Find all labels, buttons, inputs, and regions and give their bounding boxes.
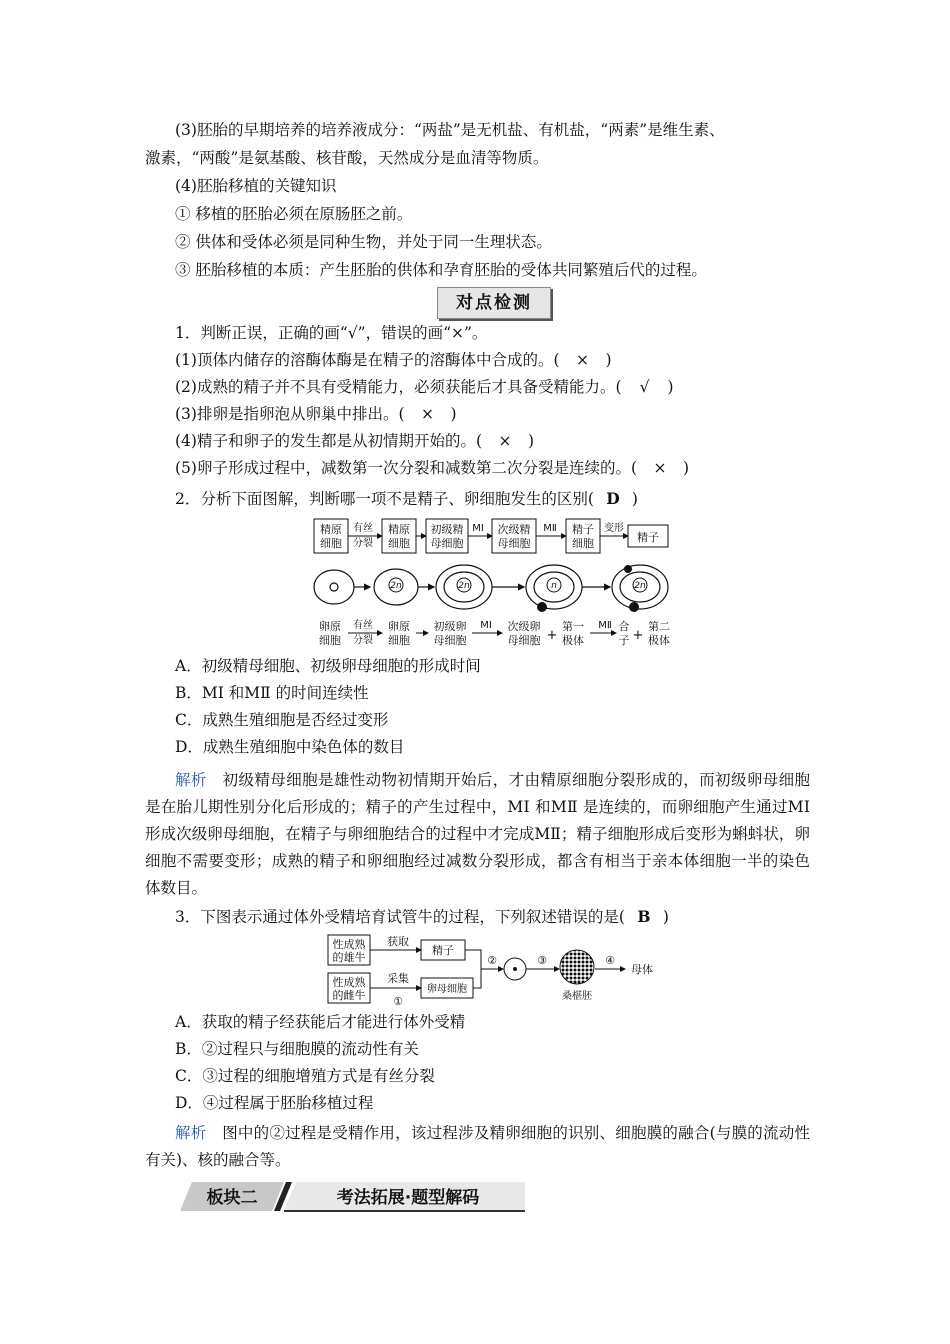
q1-item: (4)精子和卵子的发生都是从初情期开始的。( × ) [175,432,535,450]
svg-text:性成熟: 性成熟 [332,938,366,951]
svg-text:第二: 第二 [648,620,670,633]
svg-text:有丝: 有丝 [353,523,373,534]
q2-option: B．MⅠ 和MⅡ 的时间连续性 [175,684,369,702]
svg-text:极体: 极体 [562,634,584,647]
q1-item: (5)卵子形成过程中，减数第一次分裂和减数第二次分裂是连续的。( × ) [175,459,690,477]
svg-text:卵原: 卵原 [388,620,410,633]
svg-text:卵原: 卵原 [319,620,341,633]
text-line: (4)胚胎移植的关键知识 [175,177,337,195]
svg-text:②: ② [487,954,497,967]
text-line: ② 供体和受体必须是同种生物，并处于同一生理状态。 [175,233,552,251]
svg-text:考法拓展·题型解码: 考法拓展·题型解码 [336,1188,480,1208]
analysis-label: 解析 [175,771,207,789]
svg-text:细胞: 细胞 [388,634,410,647]
svg-text:①: ① [393,995,403,1008]
svg-text:MⅠ: MⅠ [480,620,492,631]
svg-text:2n: 2n [390,581,402,591]
svg-text:精子: 精子 [432,944,454,957]
svg-text:细胞: 细胞 [319,634,341,647]
svg-text:MⅡ: MⅡ [598,620,612,631]
ivf-figure [325,932,665,1008]
analysis-label: 解析 [175,1124,207,1142]
svg-text:分裂: 分裂 [353,538,373,549]
q2-option: D．成熟生殖细胞中染色体的数目 [175,738,405,756]
svg-text:分裂: 分裂 [353,635,373,646]
section-banner [180,1180,525,1213]
svg-text:n: n [551,581,557,591]
svg-text:精子: 精子 [637,531,659,544]
svg-text:采集: 采集 [387,972,409,985]
svg-text:MⅠ: MⅠ [472,523,484,534]
svg-text:的雌牛: 的雌牛 [332,989,366,1002]
svg-text:精子: 精子 [572,523,594,536]
svg-text:合: 合 [618,620,630,633]
svg-text:精原: 精原 [320,523,342,536]
svg-text:变形: 变形 [604,523,624,534]
svg-text:板块二: 板块二 [206,1188,258,1208]
q1-item: (2)成熟的精子并不具有受精能力，必须获能后才具备受精能力。( √ ) [175,378,674,396]
svg-text:2n: 2n [458,581,470,591]
svg-text:第一: 第一 [562,620,584,633]
svg-text:子: 子 [618,634,630,647]
text-line: (3)胚胎的早期培养的培养液成分：“两盐”是无机盐、有机盐，“两素”是维生素、 [175,121,725,139]
svg-text:+: + [546,628,558,643]
q3-option: D．④过程属于胚胎移植过程 [175,1094,374,1112]
text-line: ① 移植的胚胎必须在原肠胚之前。 [175,205,413,223]
svg-text:细胞: 细胞 [320,537,342,550]
text-line: 激素，“两酸”是氨基酸、核苷酸，天然成分是血清等物质。 [145,149,549,167]
svg-text:获取: 获取 [387,935,409,948]
svg-text:性成熟: 性成熟 [332,976,366,989]
svg-text:桑椹胚: 桑椹胚 [562,991,592,1002]
svg-text:卵母细胞: 卵母细胞 [427,984,467,995]
q3-analysis: 解析 图中的②过程是受精作用，该过程涉及精卵细胞的识别、细胞膜的融合(与膜的流动性有关)、核的融合等。 [145,1124,810,1169]
q3-option: A．获取的精子经获能后才能进行体外受精 [175,1013,466,1031]
q3-option: B．②过程只与细胞膜的流动性有关 [175,1040,419,1058]
svg-text:的雄牛: 的雄牛 [332,951,366,964]
svg-text:初级卵: 初级卵 [433,620,467,633]
svg-text:次级卵: 次级卵 [507,620,541,633]
svg-text:母细胞: 母细胞 [497,537,531,550]
svg-text:母细胞: 母细胞 [433,634,467,647]
svg-text:细胞: 细胞 [388,537,410,550]
svg-text:次级精: 次级精 [497,523,531,536]
svg-text:极体: 极体 [648,634,670,647]
q2-option: A．初级精母细胞、初级卵母细胞的形成时间 [175,657,481,675]
svg-text:细胞: 细胞 [572,537,594,550]
svg-text:母细胞: 母细胞 [507,634,541,647]
q3-stem: 3．下图表示通过体外受精培育试管牛的过程，下列叙述错误的是( B ) [175,907,669,926]
q2-analysis: 解析 初级精母细胞是雄性动物初情期开始后，才由精原细胞分裂形成的，而初级卵母细胞是在胎儿期性别分化后形成的；精子的产生过程中，MⅠ 和MⅡ 是连续的，而卵细胞产生通过MⅠ 形成次级卵母细胞，在精子与卵细胞结合的过程中才完成MⅡ；精子细胞形成后变形为蝌蚪状，卵细胞不需要变形；成熟的精子和卵细胞经过减数分裂形成，都含有相当于亲本体细胞一半的染色体数目。 [145,771,810,897]
svg-text:④: ④ [605,954,615,967]
svg-text:初级精: 初级精 [430,523,464,536]
svg-text:MⅡ: MⅡ [543,523,557,534]
q3-option: C．③过程的细胞增殖方式是有丝分裂 [175,1067,435,1085]
svg-text:母体: 母体 [631,963,653,976]
q1-stem: 1．判断正误，正确的画“√”，错误的画“×”。 [175,324,488,342]
section-tag: 对点检测 [437,287,551,319]
q2-stem: 2．分析下面图解，判断哪一项不是精子、卵细胞发生的区别( D ) [175,489,638,508]
svg-text:精原: 精原 [388,523,410,536]
svg-text:有丝: 有丝 [353,620,373,631]
text-line: ③ 胚胎移植的本质：产生胚胎的供体和孕育胚胎的受体共同繁殖后代的过程。 [175,261,707,279]
svg-text:③: ③ [537,954,547,967]
q1-item: (1)顶体内储存的溶酶体酶是在精子的溶酶体中合成的。( × ) [175,351,612,369]
svg-text:+: + [632,628,644,643]
q2-option: C．成熟生殖细胞是否经过变形 [175,711,389,729]
gametogenesis-figure [310,515,675,650]
svg-text:母细胞: 母细胞 [430,537,464,550]
svg-text:2n: 2n [634,581,646,591]
q1-item: (3)排卵是指卵泡从卵巢中排出。( × ) [175,405,457,423]
